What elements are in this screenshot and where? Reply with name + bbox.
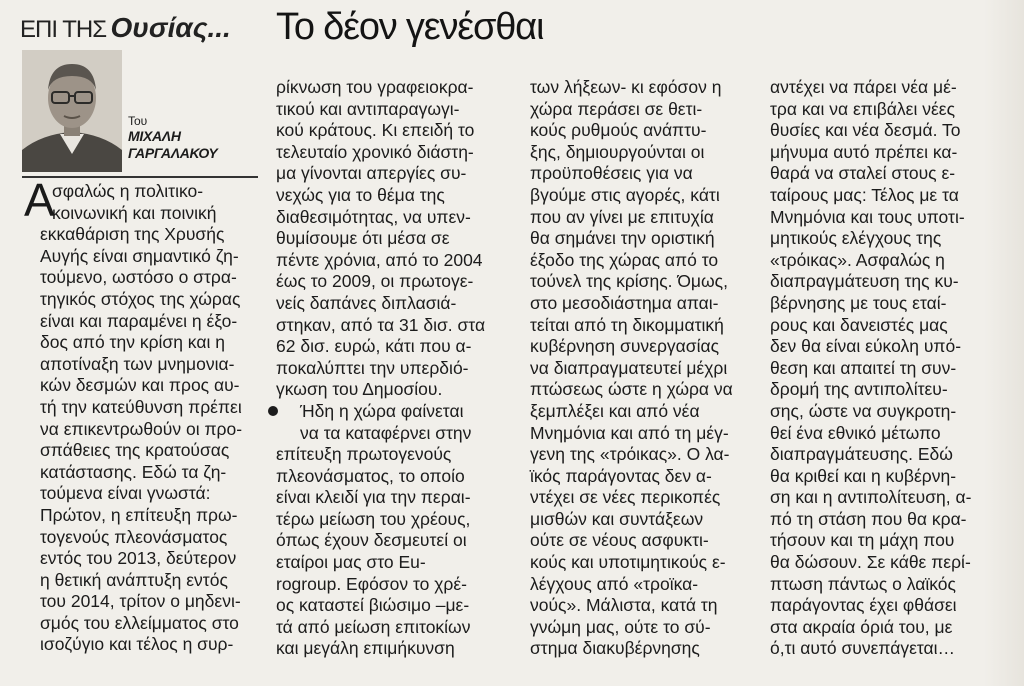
text-line: να τα καταφέρνει στην [300,422,472,443]
text-line: ισοζύγιο και τέλος η συρ- [40,634,234,655]
text-line: βέρνησης με τους εταί- [770,292,947,313]
text-line: χώρα περάσει σε θετι- [530,98,703,119]
text-line: πλεονάσματος, το οποίο [276,465,465,486]
text-line: η θετική ανάπτυξη εντός [40,569,228,590]
author-photo [22,50,122,172]
text-line: στα ακραία όριά του, με [770,616,953,637]
text-line: στηκαν, από τα 31 δισ. στα [276,314,486,335]
text-line: κούς και υποτιμητικούς ε- [530,552,726,573]
text-line: πέντε χρόνια, από το 2004 [276,249,483,270]
text-line: παράγοντας έχει φθάσει [770,595,957,616]
column-tag-title: Ουσίας... [110,12,231,43]
text-line: ρίκνωση του γραφειοκρα- [276,77,474,97]
text-line: εταίροι μας στο Eu- [276,552,426,573]
author-name-first: ΜΙΧΑΛΗ [128,128,181,144]
text-line: σμός του ελλείμματος στο [40,612,239,633]
text-line: ντέχει σε νέες περικοπές [530,487,721,508]
text-line: γνώμη μας, ούτε το σύ- [530,616,711,637]
text-line: Αυγής είναι σημαντικό ζη- [40,245,239,266]
text-line: θεί ένα εθνικό μέτωπο [770,422,941,443]
text-line: και μεγάλη επιμήκυνση [276,638,455,659]
text-line: γενη της «τρόικας». Ο λα- [530,444,730,465]
text-line: ξεμπλέξει και από νέα [530,400,700,421]
text-line: λέγχους από «τροϊκα- [530,573,699,594]
text-line: αντέχει να πάρει νέα μέ- [770,77,957,97]
text-line: διαπραγμάτευσης. Εδώ [770,444,953,465]
text-line: προϋποθέσεις για να [530,163,693,184]
byline-divider [22,176,258,178]
text-line: μισθών και συντάξεων [530,508,704,529]
text-line: τή την κατεύθυνση πρέπει [40,396,242,417]
text-line: θαρά να σταλεί στους ε- [770,163,956,184]
text-line: κών δεσμών και προς αυ- [40,375,240,396]
text-line: 62 δισ. ευρώ, κάτι που α- [276,336,472,357]
text-line: δρομή της αντιπολίτευ- [770,379,948,400]
text-line: τέρω μείωση του χρέους, [276,508,471,529]
text-line: επίτευξη πρωτογενούς [276,444,452,465]
column-tag [20,12,231,44]
text-line: έως το 2009, οι πρωτογε- [276,271,474,292]
text-line: να επικεντρωθούν οι προ- [40,418,243,439]
text-line: στο μεσοδιάστημα απαι- [530,292,719,313]
text-line: είναι και παραμένει η έξο- [40,310,238,331]
text-line: ούτε σε νέους ασφυκτι- [530,530,709,551]
text-line: είναι κλειδί για την περαι- [276,487,471,508]
text-line: τελευταίο χρονικό διάστη- [276,141,474,162]
text-line: Πρώτον, η επίτευξη πρω- [40,504,238,525]
text-line: κατάστασης. Εδώ τα ζη- [40,461,227,482]
text-line: κυβέρνηση συνεργασίας [530,336,720,357]
text-line: κοινωνική και ποινική [52,202,217,223]
text-line: νείς δαπάνες διπλασιά- [276,292,457,313]
text-line: θυσίες και νέα δεσμά. Το [770,120,961,141]
text-line: αποτίναξη των μνημονια- [40,353,235,374]
text-line: διαπραγμάτευση της κυ- [770,271,959,292]
text-line: ση και η αντιπολίτευση, α- [770,487,972,508]
text-line: θεση και απαιτεί τη συν- [770,357,957,378]
text-line: rogroup. Εφόσον το χρέ- [276,573,467,594]
text-line: σφαλώς η πολιτικο- [52,181,204,201]
text-line: γκωση του Δημοσίου. [276,379,443,400]
text-line: ϊκός παράγοντας δεν α- [530,465,712,486]
text-line: διαθεσιμότητας, να υπεν- [276,206,471,227]
text-line: τείται από τη δικομματική [530,314,724,335]
text-line: του 2014, τρίτον ο μηδενι- [40,591,241,612]
text-line: θα σημάνει την οριστική [530,228,715,249]
text-line: ος καταστεί βιώσιμο –με- [276,595,470,616]
text-line: πτωση πάντως ο λαϊκός [770,573,956,594]
text-line: θα δώσουν. Σε κάθε περί- [770,552,971,573]
text-line: τρα και να επιβάλει νέες [770,98,956,119]
text-line: των λήξεων- κι εφόσον η [530,77,722,97]
text-line: έξοδο της χώρας από το [530,249,719,270]
text-line: εντός του 2013, δεύτερον [40,548,237,569]
text-line: τούνελ της κρίσης. Όμως, [530,271,728,292]
text-line: πτώσεως ώστε η χώρα να [530,379,733,400]
byline-prefix: Του [128,114,148,128]
text-line: τούμενα είναι γνωστά: [40,483,211,504]
text-line: σπάθειες της κρατούσας [40,440,230,461]
text-line: δος από την κρίση και η [40,332,225,353]
text-line: μητικούς ελέγχους της [770,228,942,249]
text-line: τικού και αντιπαραγωγι- [276,98,460,119]
article-column-3 [530,77,752,660]
text-line: βγούμε στις αγορές, κάτι [530,184,720,205]
text-line: ρους και δανειστές μας [770,314,948,335]
text-line: τογενούς πλεονάσματος [40,526,228,547]
text-line: ό,τι αυτό συνεπάγεται… [770,638,956,659]
text-line: δεν θα είναι εύκολη υπό- [770,336,962,357]
text-line: κού κράτους. Κι επειδή το [276,120,475,141]
text-line: Μνημόνια και τους υποτι- [770,206,965,227]
column-tag-prefix: ΕΠΙ ΤΗΣ [20,16,107,43]
text-line: θυμίσουμε ότι μέσα σε [276,228,450,249]
text-line: εκκαθάριση της Χρυσής [40,224,225,245]
text-line: Μνημόνια και από τη μέγ- [530,422,729,443]
text-line: ταίρους μας: Τέλος με τα [770,184,959,205]
article-column-1 [40,181,255,656]
byline [128,114,217,162]
text-line: ξης, δημιουργούνται οι [530,141,705,162]
text-line: στημα διακυβέρνησης [530,638,700,659]
text-line: τούμενο, ωστόσο ο στρα- [40,267,237,288]
article-column-4 [770,77,992,660]
text-line: μήνυμα αυτό πρέπει κα- [770,141,958,162]
text-line: νούς». Μάλιστα, κατά τη [530,595,718,616]
text-line: Ήδη η χώρα φαίνεται [300,400,464,421]
author-name-last: ΓΑΡΓΑΛΑΚΟΥ [128,145,218,161]
text-line: μα γίνονται απεργίες συ- [276,163,467,184]
text-line: να διαπραγματευτεί μέχρι [530,357,728,378]
text-line: τά από μείωση επιτοκίων [276,616,471,637]
text-line: που αν γίνει με επιτυχία [530,206,714,227]
text-line: θα κριθεί και η κυβέρνη- [770,465,957,486]
text-line: ποκαλύπτει την υπερδιό- [276,357,469,378]
paragraph-bullet [268,406,278,416]
text-line: σης, ώστε να συγκροτη- [770,400,957,421]
drop-cap: Α [24,174,55,226]
article-headline: Το δέον γενέσθαι [276,6,544,48]
article-column-2 [276,77,502,660]
text-line: τήσουν και τη μάχη που [770,530,955,551]
text-line: νεχώς για το θέμα της [276,184,445,205]
text-line: τηγικός στόχος της χώρας [40,288,241,309]
text-line: πό τη στάση που θα κρα- [770,508,967,529]
text-line: όπως έχουν δεσμευτεί οι [276,530,467,551]
text-line: «τρόικας». Ασφαλώς η [770,249,945,270]
text-line: κούς ρυθμούς ανάπτυ- [530,120,707,141]
